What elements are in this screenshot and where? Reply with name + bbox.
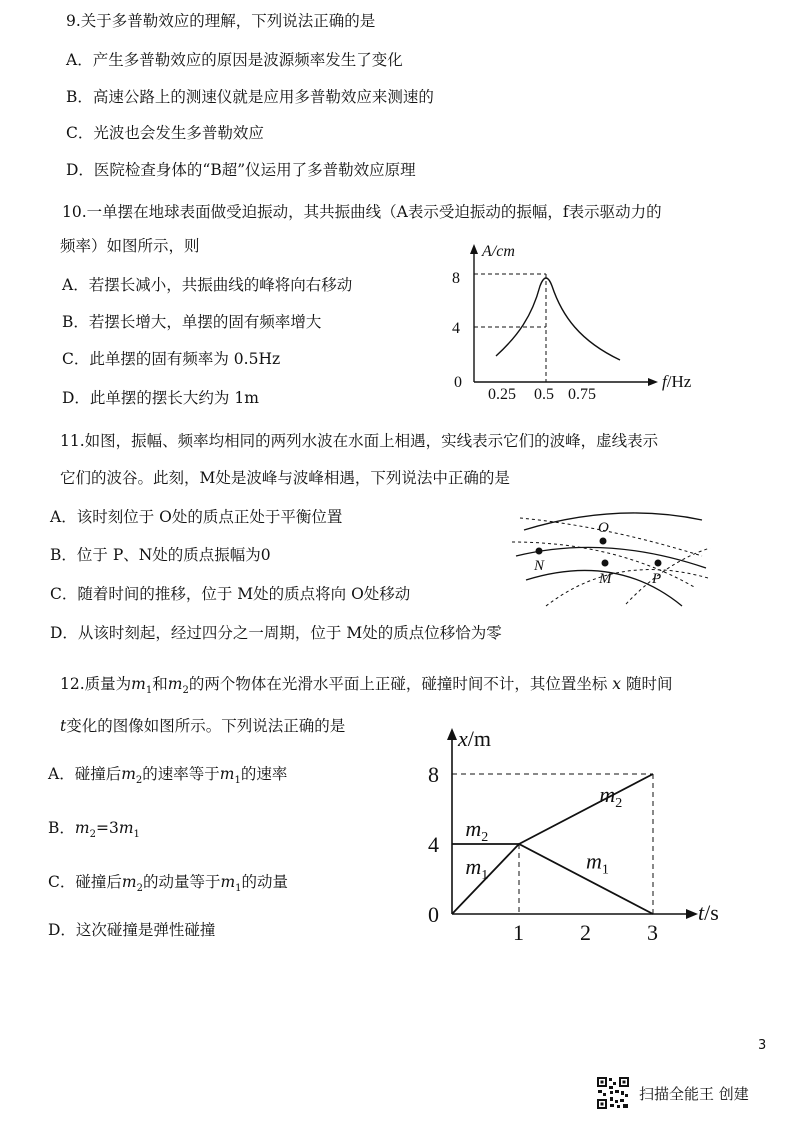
resonance-x-tick-05: 0.5 [534, 386, 554, 403]
resonance-curve-figure [440, 236, 720, 406]
resonance-curve [496, 278, 620, 360]
xt-y-label: x/m [458, 726, 491, 751]
q9-option-d: D．医院检查身体的“B超”仪运用了多普勒效应原理 [66, 161, 416, 179]
q11-option-c: C．随着时间的推移，位于 M处的质点将向 O处移动 [50, 585, 411, 603]
xt-x-label: t/s [698, 900, 719, 925]
resonance-x-arrow [648, 378, 658, 386]
wave-point-n [536, 548, 543, 555]
wave-label-m: M [599, 571, 612, 587]
q9-option-c: C．光波也会发生多普勒效应 [66, 124, 264, 142]
wave-crest-line [516, 547, 706, 568]
xt-series-label-m2: $m_2$ [599, 782, 623, 811]
resonance-y-arrow [470, 244, 478, 254]
xt-x-axis-arrow [686, 909, 698, 919]
wave-point-p [655, 560, 662, 567]
q12-stem-line1: 12.质量为$m_1$和$m_2$的两个物体在光滑水平面上正碰，碰撞时间不计，其位置坐标 x 随时间 [60, 675, 673, 697]
qr-code-icon [596, 1076, 630, 1110]
xt-x-tick: 2 [580, 920, 591, 945]
xt-series-label-m1: $m_1$ [586, 848, 609, 878]
wave-label-p: P [652, 571, 662, 587]
resonance-x-tick-025: 0.25 [488, 386, 516, 403]
q10-option-d: D．此单摆的摆长大约为 1m [62, 389, 259, 407]
q12-option-a: A．碰撞后$m_2$的速率等于$m_1$的速率 [48, 765, 288, 787]
xt-y-tick: 8 [428, 762, 439, 787]
q11-stem-line1: 11.如图，振幅、频率均相同的两列水波在水面上相遇，实线表示它们的波峰，虚线表示 [60, 432, 659, 450]
q10-stem-line1: 10.一单摆在地球表面做受迫振动，其共振曲线（A表示受迫振动的振幅，f表示驱动力的 [62, 203, 662, 221]
resonance-y-tick-8: 8 [452, 270, 460, 287]
q11-option-b: B．位于 P、N处的质点振幅为0 [50, 546, 271, 564]
q9-stem: 9.关于多普勒效应的理解，下列说法正确的是 [66, 12, 376, 30]
wave-trough-line [546, 570, 708, 606]
q9-option-b: B．高速公路上的测速仪就是应用多普勒效应来测速的 [66, 88, 434, 106]
wave-label-o: O [598, 520, 609, 536]
xt-series-label-m2: $m_2$ [465, 816, 489, 845]
xt-x-tick: 3 [647, 920, 658, 945]
position-time-chart [420, 720, 730, 950]
footer-scanner-text: 扫描全能王 创建 [639, 1085, 749, 1103]
q10-option-b: B．若摆长增大，单摆的固有频率增大 [62, 313, 322, 331]
q12-stem-line2: t变化的图像如图所示。下列说法正确的是 [60, 717, 346, 735]
q11-stem-line2: 它们的波谷。此刻，M处是波峰与波峰相遇，下列说法中正确的是 [60, 469, 510, 487]
xt-x-tick: 1 [513, 920, 524, 945]
wave-interference-figure [506, 496, 716, 608]
wave-point-o [600, 538, 607, 545]
wave-point-m [602, 560, 609, 567]
resonance-x-label: f/Hz [662, 372, 692, 391]
resonance-y-tick-0: 0 [454, 374, 462, 391]
q10-option-c: C．此单摆的固有频率为 0.5Hz [62, 350, 281, 368]
xt-series-label-m1: $m_1$ [465, 853, 489, 883]
xt-y-axis-arrow [447, 728, 457, 740]
resonance-y-tick-4: 4 [452, 320, 460, 337]
page-number: 3 [758, 1038, 767, 1053]
q11-option-d: D．从该时刻起，经过四分之一周期，位于 M处的质点位移恰为零 [50, 624, 502, 642]
xt-y-tick: 0 [428, 902, 439, 927]
q9-option-a: A．产生多普勒效应的原因是波源频率发生了变化 [66, 51, 403, 69]
resonance-y-label: A/cm [482, 243, 515, 260]
xt-y-tick: 4 [428, 832, 439, 857]
q12-option-d: D．这次碰撞是弹性碰撞 [48, 921, 216, 939]
wave-label-n: N [534, 558, 545, 574]
q12-option-b: B．$m_2=3m_1$ [48, 819, 140, 841]
resonance-x-tick-075: 0.75 [568, 386, 596, 403]
q11-option-a: A．该时刻位于 O处的质点正处于平衡位置 [50, 508, 343, 526]
q12-option-c: C．碰撞后$m_2$的动量等于$m_1$的动量 [48, 873, 289, 895]
q10-stem-line2: 频率）如图所示，则 [60, 237, 200, 255]
q10-option-a: A．若摆长减小，共振曲线的峰将向右移动 [62, 276, 353, 294]
